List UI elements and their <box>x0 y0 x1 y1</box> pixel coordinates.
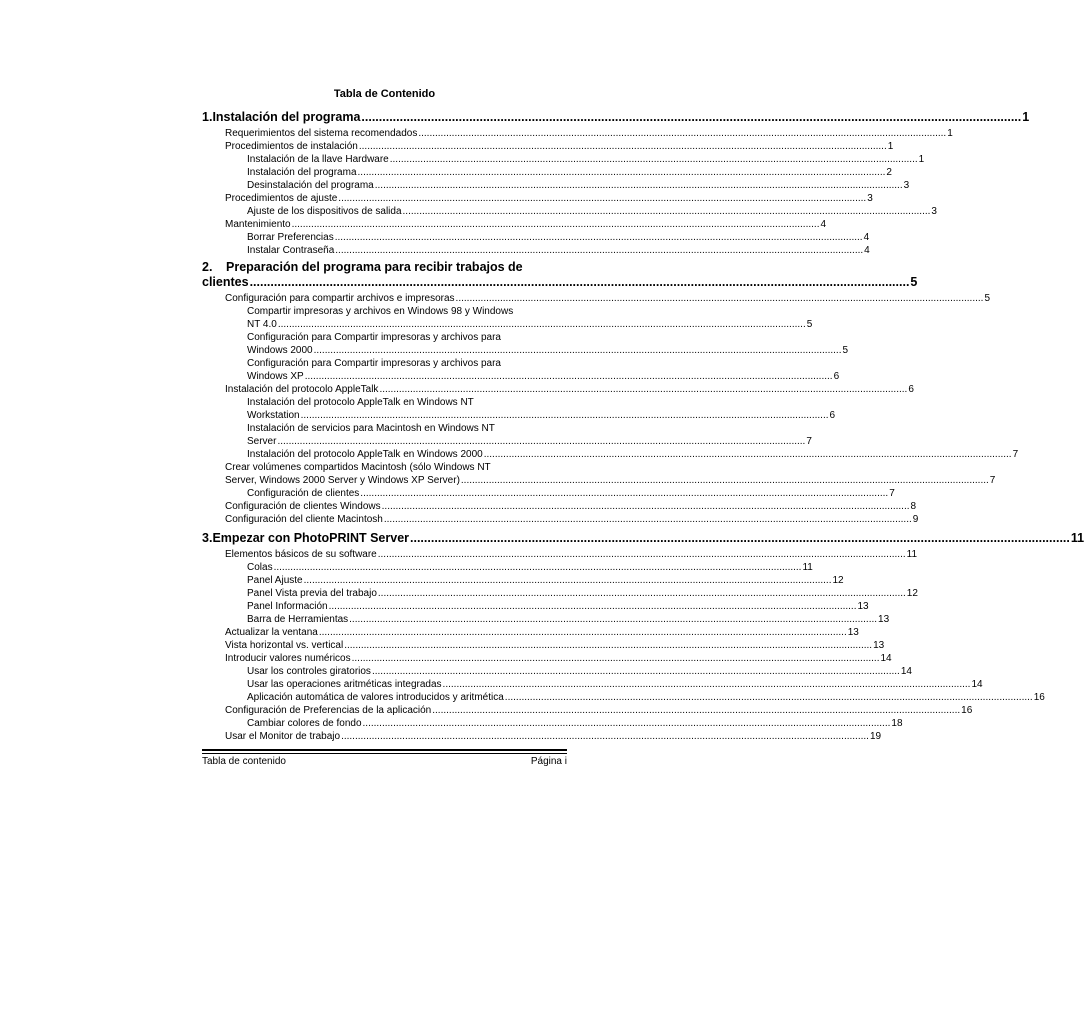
toc-entry <box>247 396 836 422</box>
dot-leader: .............................................................................................................................................................................................. <box>418 128 947 139</box>
toc-entry <box>247 717 903 730</box>
dot-leader: .............................................................................................................................................................................................. <box>303 575 832 586</box>
page-title: Tabla de Contenido <box>333 88 436 100</box>
dot-leader: .............................................................................................................................................................................................. <box>455 293 984 304</box>
toc-entry-page-number: 18 <box>891 718 903 729</box>
toc-entry-line <box>225 626 859 639</box>
toc-entry-page-number: 6 <box>908 384 914 395</box>
dot-leader: .............................................................................................................................................................................................. <box>304 371 833 382</box>
dot-leader: .............................................................................................................................................................................................. <box>273 562 802 573</box>
toc-entry-line <box>247 587 918 600</box>
toc-entry-page-number: 7 <box>1012 449 1019 460</box>
toc-entry-line <box>247 678 983 691</box>
chapter-page-number: 11 <box>1070 531 1084 545</box>
toc-entry <box>225 730 882 743</box>
toc-entry-line <box>247 574 844 587</box>
toc-entry <box>247 678 983 691</box>
toc-entry-line <box>247 691 1045 704</box>
chapter-heading-line <box>202 275 918 290</box>
toc-entry-page-number: 1 <box>887 141 894 152</box>
page-footer <box>202 756 567 767</box>
toc-entry-page-number: 5 <box>842 345 849 356</box>
toc-entry-line <box>247 179 910 192</box>
toc-entry-text: Mantenimiento <box>225 219 291 230</box>
toc-entry <box>247 561 813 574</box>
toc-entry <box>247 587 918 600</box>
toc-entry <box>247 600 869 613</box>
toc-entry-text: Windows XP <box>247 371 304 382</box>
toc-entry <box>247 244 870 257</box>
toc-entry <box>247 691 1045 704</box>
toc-entry <box>247 574 844 587</box>
toc-entry-text: Crear volúmenes compartidos Macintosh (sólo Windows NT <box>225 462 491 473</box>
toc-entry-text: Usar las operaciones aritméticas integradas <box>247 679 442 690</box>
toc-entry-text: Instalar Contraseña <box>247 245 335 256</box>
toc-entry-page-number: 7 <box>806 436 812 447</box>
toc-entry-line <box>247 409 836 422</box>
toc-entry-text: Panel Ajuste <box>247 575 303 586</box>
toc-entry-text: Configuración para compartir archivos e impresoras <box>225 293 455 304</box>
dot-leader: .............................................................................................................................................................................................. <box>351 653 880 664</box>
dot-leader: .............................................................................................................................................................................................. <box>277 319 806 330</box>
toc-entry-page-number: 1 <box>918 154 925 165</box>
dot-leader: .............................................................................................................................................................................................. <box>389 154 918 165</box>
toc-entry-page-number: 4 <box>864 245 870 256</box>
toc-entry <box>247 305 813 331</box>
toc-entry-page-number: 2 <box>886 167 892 178</box>
toc-chapter-3 <box>202 531 1084 743</box>
toc-entry <box>225 652 892 665</box>
dot-leader: .............................................................................................................................................................................................. <box>341 731 869 742</box>
chapter-heading-line <box>202 260 567 275</box>
toc-entry-text: Panel Información <box>247 601 328 612</box>
toc-entry-page-number: 14 <box>971 679 983 690</box>
toc-entry-text: Introducir valores numéricos <box>225 653 351 664</box>
chapter-number: 3. <box>202 531 213 545</box>
toc-entry-line <box>225 218 827 231</box>
toc-entry <box>247 665 912 678</box>
toc-entry <box>247 357 840 383</box>
toc-entry-line <box>247 613 890 626</box>
dot-leader: .............................................................................................................................................................................................. <box>432 705 961 716</box>
toc-entry <box>247 613 890 626</box>
toc-entry-text: Panel Vista previa del trabajo <box>247 588 377 599</box>
toc-entry-line <box>247 435 812 448</box>
dot-leader: .............................................................................................................................................................................................. <box>442 679 971 690</box>
toc-entry-line <box>225 192 873 205</box>
toc-entry-text: Server, Windows 2000 Server y Windows XP Server) <box>225 475 460 486</box>
dot-leader: .............................................................................................................................................................................................. <box>300 410 829 421</box>
toc-entry <box>225 500 917 513</box>
toc-entry-page-number: 11 <box>802 562 813 573</box>
toc-entry-line <box>225 730 882 743</box>
toc-entry-page-number: 1 <box>947 128 953 139</box>
chapter-heading <box>202 110 1030 125</box>
dot-leader: .............................................................................................................................................................................................. <box>277 436 806 447</box>
dot-leader: .............................................................................................................................................................................................. <box>410 531 1070 545</box>
toc-entry-page-number: 16 <box>961 705 973 716</box>
toc-entry-text: NT 4.0 <box>247 319 277 330</box>
dot-leader: .............................................................................................................................................................................................. <box>328 601 857 612</box>
toc-entry-text: Procedimientos de instalación <box>225 141 358 152</box>
toc-entry-line <box>225 127 953 140</box>
chapter-page-number: 5 <box>910 275 918 289</box>
dot-leader: .............................................................................................................................................................................................. <box>362 718 891 729</box>
toc-entry <box>247 153 925 166</box>
toc-entry-line <box>225 292 990 305</box>
toc-entry-line <box>247 600 869 613</box>
toc-entry-text: Configuración de Preferencias de la aplicación <box>225 705 432 716</box>
toc-entry-text: Procedimientos de ajuste <box>225 193 338 204</box>
toc-entry-line <box>225 383 914 396</box>
toc-entry-page-number: 5 <box>984 293 990 304</box>
toc-entry-text: Instalación de servicios para Macintosh en Windows NT <box>247 423 495 434</box>
toc-entry <box>225 626 859 639</box>
toc-entry-line <box>247 717 903 730</box>
toc-entry-page-number: 3 <box>867 193 873 204</box>
toc-entry-line <box>247 244 870 257</box>
toc-entry-page-number: 13 <box>878 614 890 625</box>
toc-entry <box>225 218 827 231</box>
toc-entry-text: Ajuste de los dispositivos de salida <box>247 206 402 217</box>
toc-entry-line <box>247 370 840 383</box>
toc-entry-line <box>225 474 996 487</box>
toc-entry-page-number: 8 <box>910 501 917 512</box>
footer-rule-thick <box>202 749 567 751</box>
dot-leader: .............................................................................................................................................................................................. <box>358 141 887 152</box>
toc-entry-text: Instalación del protocolo AppleTalk en Windows 2000 <box>247 449 483 460</box>
toc-entry <box>225 513 919 526</box>
dot-leader: .............................................................................................................................................................................................. <box>402 206 931 217</box>
dot-leader: .............................................................................................................................................................................................. <box>335 245 864 256</box>
toc-entry <box>247 166 892 179</box>
dot-leader: .............................................................................................................................................................................................. <box>357 167 886 178</box>
toc-entry-page-number: 13 <box>847 627 859 638</box>
toc-entry-text: Windows 2000 <box>247 345 313 356</box>
dot-leader: .............................................................................................................................................................................................. <box>313 345 842 356</box>
toc-entry <box>247 422 812 448</box>
chapter-heading-line <box>202 531 1084 546</box>
toc-entry-page-number: 11 <box>906 549 918 560</box>
toc-entry-line <box>247 318 813 331</box>
toc-entry-text: Configuración del cliente Macintosh <box>225 514 383 525</box>
chapter-heading <box>202 531 1084 546</box>
dot-leader: .............................................................................................................................................................................................. <box>379 384 908 395</box>
toc-entry-page-number: 5 <box>806 319 813 330</box>
toc-entry-text: Usar el Monitor de trabajo <box>225 731 341 742</box>
dot-leader: .............................................................................................................................................................................................. <box>334 232 863 243</box>
toc-entry-text: Aplicación automática de valores introducidos y aritmética <box>247 692 504 703</box>
toc-entry-text: Desinstalación del programa <box>247 180 374 191</box>
toc-entry-page-number: 4 <box>863 232 870 243</box>
toc-entry-page-number: 19 <box>869 731 882 742</box>
dot-leader: .............................................................................................................................................................................................. <box>504 692 1033 703</box>
toc-entry-text: Workstation <box>247 410 300 421</box>
chapter-number: 1. <box>202 110 213 124</box>
dot-leader: .............................................................................................................................................................................................. <box>483 449 1012 460</box>
toc-entry <box>247 179 910 192</box>
toc-entry <box>225 383 914 396</box>
chapter-heading-line <box>202 110 1030 125</box>
toc-entry-text: Cambiar colores de fondo <box>247 718 362 729</box>
dot-leader: .............................................................................................................................................................................................. <box>460 475 989 486</box>
toc-entry-text: Actualizar la ventana <box>225 627 318 638</box>
toc-entry <box>247 448 1019 461</box>
toc-entry-text: Instalación del protocolo AppleTalk en Windows NT <box>247 397 474 408</box>
toc-entry-line <box>225 548 918 561</box>
toc-entry-page-number: 3 <box>931 206 937 217</box>
footer-section-label: Tabla de contenido <box>202 756 286 767</box>
toc-entry <box>225 292 990 305</box>
toc-entry-line <box>225 513 919 526</box>
footer-page-number: Página i <box>530 756 567 767</box>
toc-entry-page-number: 16 <box>1033 692 1045 703</box>
dot-leader: .............................................................................................................................................................................................. <box>318 627 847 638</box>
toc-entry <box>225 127 953 140</box>
toc-entry-text: Instalación del protocolo AppleTalk <box>225 384 379 395</box>
toc-entry <box>225 192 873 205</box>
toc-entry-page-number: 4 <box>820 219 827 230</box>
dot-leader: .............................................................................................................................................................................................. <box>377 549 906 560</box>
toc-entry <box>247 331 849 357</box>
toc-entry-text: Configuración de clientes Windows <box>225 501 381 512</box>
toc-entry <box>225 461 996 487</box>
footer-rule-thin <box>202 753 567 754</box>
toc-chapter-2 <box>202 260 1019 526</box>
dot-leader: .............................................................................................................................................................................................. <box>361 110 1022 124</box>
toc-entry-text: Configuración para Compartir impresoras y archivos para <box>247 358 501 369</box>
toc-entry-line <box>247 344 849 357</box>
dot-leader: .............................................................................................................................................................................................. <box>371 666 900 677</box>
toc-entry-text: Instalación del programa <box>247 167 357 178</box>
toc-entry-line <box>225 140 894 153</box>
toc-entry-text: Compartir impresoras y archivos en Windows 98 y Windows <box>247 306 514 317</box>
toc-entry-line <box>247 166 892 179</box>
dot-leader: .............................................................................................................................................................................................. <box>349 614 878 625</box>
toc-chapter-1 <box>202 110 1030 257</box>
toc-entry-text: Server <box>247 436 277 447</box>
toc-entry-page-number: 12 <box>906 588 918 599</box>
dot-leader: .............................................................................................................................................................................................. <box>374 180 903 191</box>
toc-entry-text: Instalación de la llave Hardware <box>247 154 389 165</box>
toc-entry-line <box>247 205 937 218</box>
toc-entry-page-number: 6 <box>829 410 836 421</box>
toc-entry-text: Requerimientos del sistema recomendados <box>225 128 418 139</box>
dot-leader: .............................................................................................................................................................................................. <box>360 488 889 499</box>
toc-entry-page-number: 7 <box>989 475 996 486</box>
toc-entry-line <box>247 231 870 244</box>
toc-entry-line <box>247 487 895 500</box>
toc-entry <box>247 487 895 500</box>
dot-leader: .............................................................................................................................................................................................. <box>381 501 910 512</box>
dot-leader: .............................................................................................................................................................................................. <box>291 219 820 230</box>
chapter-page-number: 1 <box>1022 110 1030 124</box>
toc-entry-page-number: 9 <box>912 514 919 525</box>
toc-entry-text: Vista horizontal vs. vertical <box>225 640 344 651</box>
toc-entry-text: Colas <box>247 562 273 573</box>
chapter-title-text: Empezar con PhotoPRINT Server <box>212 531 410 545</box>
toc-entry-line <box>247 665 912 678</box>
toc-entry-text: Borrar Preferencias <box>247 232 334 243</box>
toc-entry-text: Configuración de clientes <box>247 488 360 499</box>
chapter-number: 2. <box>202 260 213 274</box>
toc-entry-page-number: 7 <box>889 488 895 499</box>
chapter-title-text: clientes <box>202 275 249 289</box>
toc-entry <box>225 639 885 652</box>
toc-entry-line <box>247 153 925 166</box>
dot-leader: .............................................................................................................................................................................................. <box>249 275 910 289</box>
toc-entry <box>225 704 973 717</box>
toc-entry-page-number: 12 <box>832 575 844 586</box>
dot-leader: .............................................................................................................................................................................................. <box>344 640 873 651</box>
chapter-title-text: Preparación del programa para recibir trabajos de <box>226 260 523 274</box>
toc-entry <box>225 548 918 561</box>
toc-entry-line <box>225 652 892 665</box>
toc-entry-page-number: 13 <box>873 640 885 651</box>
toc-entry-line <box>247 448 1019 461</box>
chapter-heading <box>202 260 918 290</box>
toc-entry-page-number: 6 <box>833 371 840 382</box>
toc-entry-page-number: 13 <box>857 601 869 612</box>
toc-entry <box>225 140 894 153</box>
toc-entry-text: Barra de Herramientas <box>247 614 349 625</box>
toc-entry-line <box>247 561 813 574</box>
toc-entry-text: Usar los controles giratorios <box>247 666 371 677</box>
toc-entry-page-number: 14 <box>900 666 912 677</box>
toc-entry-line <box>225 639 885 652</box>
chapter-title-text: Instalación del programa <box>212 110 361 124</box>
toc-entry-page-number: 14 <box>880 653 892 664</box>
toc-entry-text: Configuración para Compartir impresoras y archivos para <box>247 332 501 343</box>
dot-leader: .............................................................................................................................................................................................. <box>338 193 867 204</box>
toc-entry <box>247 205 937 218</box>
toc-entry <box>247 231 870 244</box>
toc-entry-line <box>225 500 917 513</box>
toc-entry-line <box>225 704 973 717</box>
toc-entry-text: Elementos básicos de su software <box>225 549 377 560</box>
toc-page <box>202 0 1084 1024</box>
toc-entry-page-number: 3 <box>903 180 910 191</box>
dot-leader: .............................................................................................................................................................................................. <box>377 588 906 599</box>
dot-leader: .............................................................................................................................................................................................. <box>383 514 912 525</box>
